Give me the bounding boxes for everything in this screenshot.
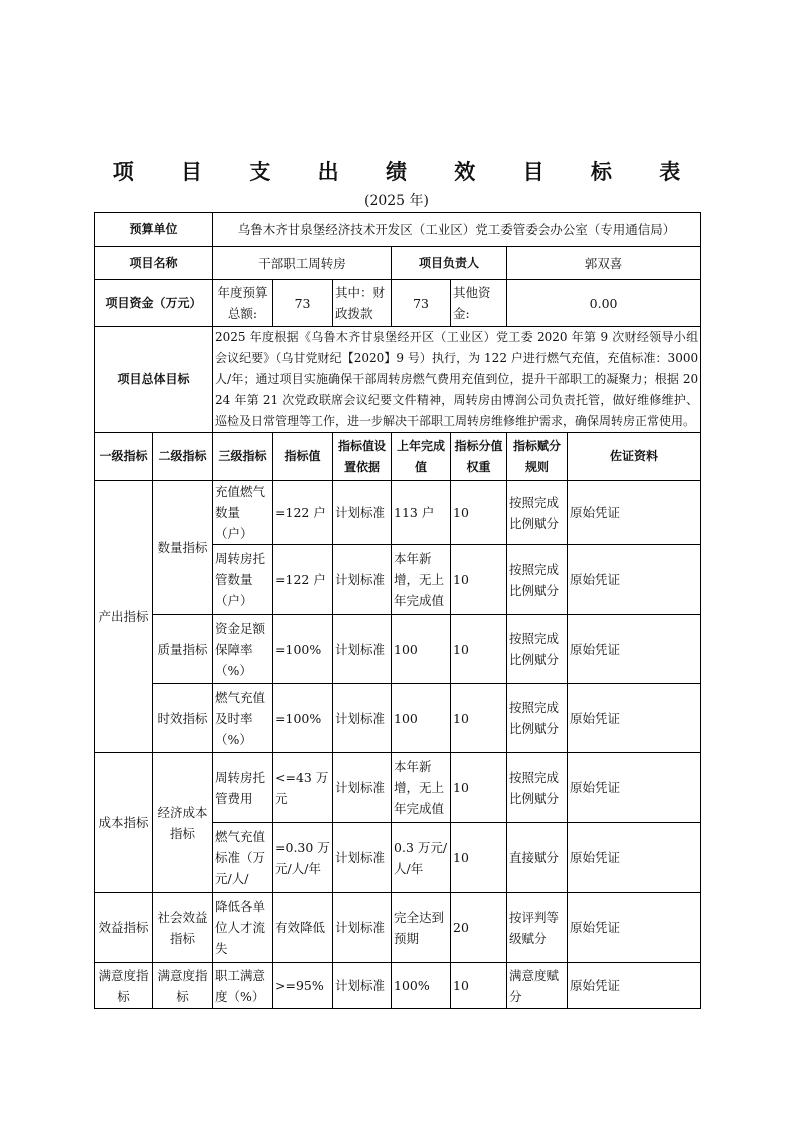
basis-cell: 计划标准 xyxy=(333,753,392,823)
basis-cell: 计划标准 xyxy=(333,684,392,753)
evidence-cell: 原始凭证 xyxy=(568,963,701,1009)
fiscal-funds-value: 73 xyxy=(392,280,451,327)
budget-unit-row xyxy=(95,213,701,247)
value-cell: =122 户 xyxy=(273,481,333,545)
prev-cell: 本年新增，无上年完成值 xyxy=(392,753,451,823)
value-cell: =0.30 万元/人/年 xyxy=(273,823,333,893)
evidence-cell: 原始凭证 xyxy=(568,615,701,684)
project-funds-row xyxy=(95,280,701,327)
evidence-cell: 原始凭证 xyxy=(568,481,701,545)
group-quality: 质量指标 xyxy=(153,615,213,684)
group-cost: 成本指标 xyxy=(95,753,153,893)
project-funds-label: 项目资金（万元） xyxy=(95,280,213,327)
performance-table xyxy=(94,212,701,1009)
overall-goal-text: 2025 年度根据《乌鲁木齐甘泉堡经开区（工业区）党工委 2020 年第 9 次财经领导小组会议纪要》（乌甘党财纪【2020】9 号）执行，为 122 户进行燃气充值，充值标准：3000 人/年；通过项目实施确保干部周转房燃气费用充值到位，提升干部职工的凝聚力；根据 2024 年第 21 次党政联席会议纪要文件精神，周转房由博润公司负责托管，做好维修维护、巡检及日常管理等工作，进一步解决干部职工周转房维修维护需求，确保周转房正常使用。 xyxy=(213,327,701,433)
weight-cell: 10 xyxy=(451,684,507,753)
rule-cell: 满意度赋分 xyxy=(507,963,568,1009)
level3-cell: 职工满意度（%） xyxy=(213,963,273,1009)
evidence-cell: 原始凭证 xyxy=(568,753,701,823)
weight-cell: 20 xyxy=(451,893,507,963)
year-subtitle: (2025 年) xyxy=(363,193,429,209)
table-row xyxy=(95,893,701,963)
weight-cell: 10 xyxy=(451,545,507,615)
weight-cell: 10 xyxy=(451,753,507,823)
budget-unit-label: 预算单位 xyxy=(95,213,213,247)
project-name-label: 项目名称 xyxy=(95,247,213,280)
group-social-benefit: 社会效益指标 xyxy=(153,893,213,963)
prev-cell: 100% xyxy=(392,963,451,1009)
header-level1: 一级指标 xyxy=(95,433,153,481)
header-level3: 三级指标 xyxy=(213,433,273,481)
basis-cell: 计划标准 xyxy=(333,823,392,893)
annual-budget-label: 年度预算总额: xyxy=(213,280,273,327)
evidence-cell: 原始凭证 xyxy=(568,823,701,893)
weight-cell: 10 xyxy=(451,963,507,1009)
evidence-cell: 原始凭证 xyxy=(568,545,701,615)
basis-cell: 计划标准 xyxy=(333,481,392,545)
value-cell: >=95% xyxy=(273,963,333,1009)
prev-cell: 0.3 万元/人/年 xyxy=(392,823,451,893)
group-economic-cost: 经济成本指标 xyxy=(153,753,213,893)
page-title: 项 目 支 出 绩 效 目 标 表 xyxy=(112,160,701,184)
basis-cell: 计划标准 xyxy=(333,963,392,1009)
value-cell: <=43 万元 xyxy=(273,753,333,823)
project-name-value: 干部职工周转房 xyxy=(213,247,392,280)
evidence-cell: 原始凭证 xyxy=(568,893,701,963)
header-weight: 指标分值权重 xyxy=(451,433,507,481)
level3-cell: 周转房托管费用 xyxy=(213,753,273,823)
table-row xyxy=(95,963,701,1009)
project-owner-label: 项目负责人 xyxy=(392,247,507,280)
prev-cell: 113 户 xyxy=(392,481,451,545)
evidence-cell: 原始凭证 xyxy=(568,684,701,753)
level3-cell: 周转房托管数量（户） xyxy=(213,545,273,615)
header-basis: 指标值设置依据 xyxy=(333,433,392,481)
value-cell: =100% xyxy=(273,684,333,753)
value-cell: =100% xyxy=(273,615,333,684)
rule-cell: 按照完成比例赋分 xyxy=(507,481,568,545)
level3-cell: 燃气充值标准（万元/人/ xyxy=(213,823,273,893)
level3-cell: 充值燃气数量（户） xyxy=(213,481,273,545)
rule-cell: 按照完成比例赋分 xyxy=(507,545,568,615)
level3-cell: 燃气充值及时率（%） xyxy=(213,684,273,753)
basis-cell: 计划标准 xyxy=(333,615,392,684)
other-funds-value: 0.00 xyxy=(507,280,701,327)
rule-cell: 按照完成比例赋分 xyxy=(507,615,568,684)
overall-goal-row xyxy=(95,327,701,433)
prev-cell: 100 xyxy=(392,684,451,753)
basis-cell: 计划标准 xyxy=(333,545,392,615)
table-row xyxy=(95,481,701,545)
group-timeliness: 时效指标 xyxy=(153,684,213,753)
value-cell: =122 户 xyxy=(273,545,333,615)
fiscal-funds-label: 其中：财政拨款 xyxy=(333,280,392,327)
project-name-row xyxy=(95,247,701,280)
project-owner-value: 郭双喜 xyxy=(507,247,701,280)
level3-cell: 资金足额保障率（%） xyxy=(213,615,273,684)
header-row xyxy=(95,433,701,481)
weight-cell: 10 xyxy=(451,615,507,684)
table-row xyxy=(95,753,701,823)
weight-cell: 10 xyxy=(451,481,507,545)
prev-cell: 完全达到预期 xyxy=(392,893,451,963)
header-prev-value: 上年完成值 xyxy=(392,433,451,481)
group-output: 产出指标 xyxy=(95,481,153,753)
level3-cell: 降低各单位人才流失 xyxy=(213,893,273,963)
group-quantity: 数量指标 xyxy=(153,481,213,615)
value-cell: 有效降低 xyxy=(273,893,333,963)
header-indicator-value: 指标值 xyxy=(273,433,333,481)
other-funds-label: 其他资金: xyxy=(451,280,507,327)
budget-unit-value: 乌鲁木齐甘泉堡经济技术开发区（工业区）党工委管委会办公室（专用通信局） xyxy=(213,213,701,247)
rule-cell: 直接赋分 xyxy=(507,823,568,893)
group-benefit: 效益指标 xyxy=(95,893,153,963)
header-rule: 指标赋分规则 xyxy=(507,433,568,481)
basis-cell: 计划标准 xyxy=(333,893,392,963)
weight-cell: 10 xyxy=(451,823,507,893)
annual-budget-value: 73 xyxy=(273,280,333,327)
group-satisfaction: 满意度指标 xyxy=(95,963,153,1009)
table-row xyxy=(95,615,701,684)
rule-cell: 按照完成比例赋分 xyxy=(507,753,568,823)
table-row xyxy=(95,684,701,753)
header-level2: 二级指标 xyxy=(153,433,213,481)
rule-cell: 按评判等级赋分 xyxy=(507,893,568,963)
overall-goal-label: 项目总体目标 xyxy=(95,327,213,433)
group-satisfaction-sub: 满意度指标 xyxy=(153,963,213,1009)
rule-cell: 按照完成比例赋分 xyxy=(507,684,568,753)
header-evidence: 佐证资料 xyxy=(568,433,701,481)
prev-cell: 100 xyxy=(392,615,451,684)
prev-cell: 本年新增，无上年完成值 xyxy=(392,545,451,615)
